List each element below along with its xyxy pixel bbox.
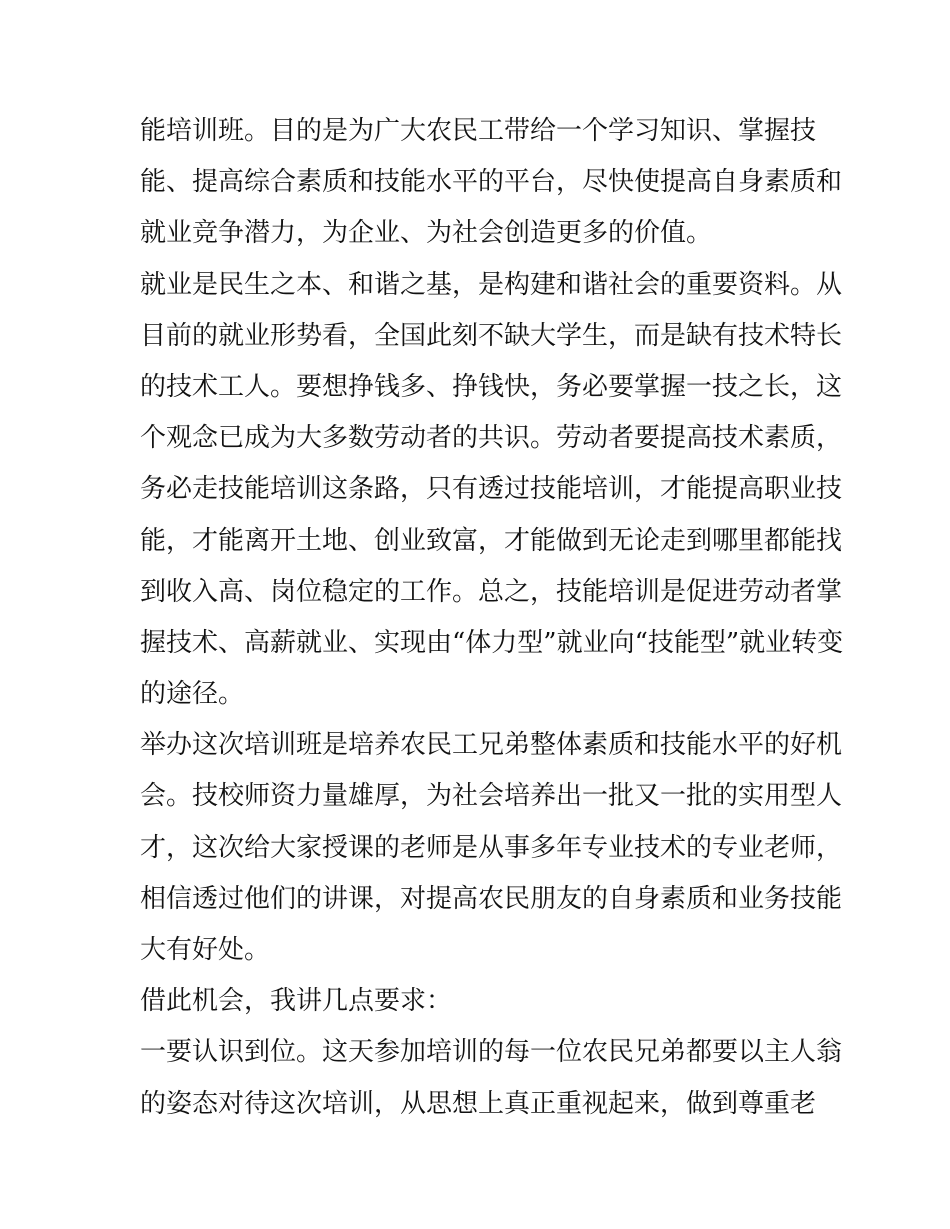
text-line: 会。技校师资力量雄厚，为社会培养出一批又一批的实用型人 xyxy=(140,781,843,812)
text-line: 能、提高综合素质和技能水平的平台，尽快使提高自身素质和 xyxy=(140,167,843,198)
text-line: 借此机会，我讲几点要求： xyxy=(140,986,453,1017)
paragraph-4 xyxy=(140,976,816,1027)
text-line: 能培训班。目的是为广大农民工带给一个学习知识、掌握技 xyxy=(140,116,817,146)
paragraph-1 xyxy=(140,106,843,260)
text-line: 个观念已成为大多数劳动者的共识。劳动者要提高技术素质， xyxy=(140,423,843,454)
text-line: 一要认识到位。这天参加培训的每一位农民兄弟都要以主人翁 xyxy=(140,1037,843,1068)
text-line: 相信透过他们的讲课，对提高农民朋友的自身素质和业务技能 xyxy=(140,883,843,914)
text-line: 大有好处。 xyxy=(140,935,271,965)
text-line: 的技术工人。要想挣钱多、挣钱快，务必要掌握一技之长，这 xyxy=(140,371,843,402)
text-line: 的姿态对待这次培训，从思想上真正重视起来，做到尊重老 xyxy=(140,1088,817,1119)
paragraph-5 xyxy=(140,1027,843,1129)
paragraph-2 xyxy=(140,260,844,721)
text-line: 目前的就业形势看，全国此刻不缺大学生，而是缺有技术特长 xyxy=(140,320,843,351)
paragraph-3 xyxy=(140,720,843,976)
document-body xyxy=(140,106,844,1130)
text-line: 就业竞争潜力，为企业、为社会创造更多的价值。 xyxy=(140,218,713,249)
text-line: 才，这次给大家授课的老师是从事多年专业技术的专业老师， xyxy=(140,832,843,863)
text-line: 握技术、高薪就业、实现由“体力型”就业向“技能型”就业转变 xyxy=(140,627,844,658)
text-line: 能，才能离开土地、创业致富，才能做到无论走到哪里都能找 xyxy=(140,525,843,556)
text-line: 就业是民生之本、和谐之基，是构建和谐社会的重要资料。从 xyxy=(140,269,843,300)
text-line: 务必走技能培训这条路，只有透过技能培训，才能提高职业技 xyxy=(140,474,843,505)
text-line: 举办这次培训班是培养农民工兄弟整体素质和技能水平的好机 xyxy=(140,730,843,761)
text-line: 到收入高、岗位稳定的工作。总之，技能培训是促进劳动者掌 xyxy=(140,576,843,607)
text-line: 的途径。 xyxy=(140,679,245,710)
